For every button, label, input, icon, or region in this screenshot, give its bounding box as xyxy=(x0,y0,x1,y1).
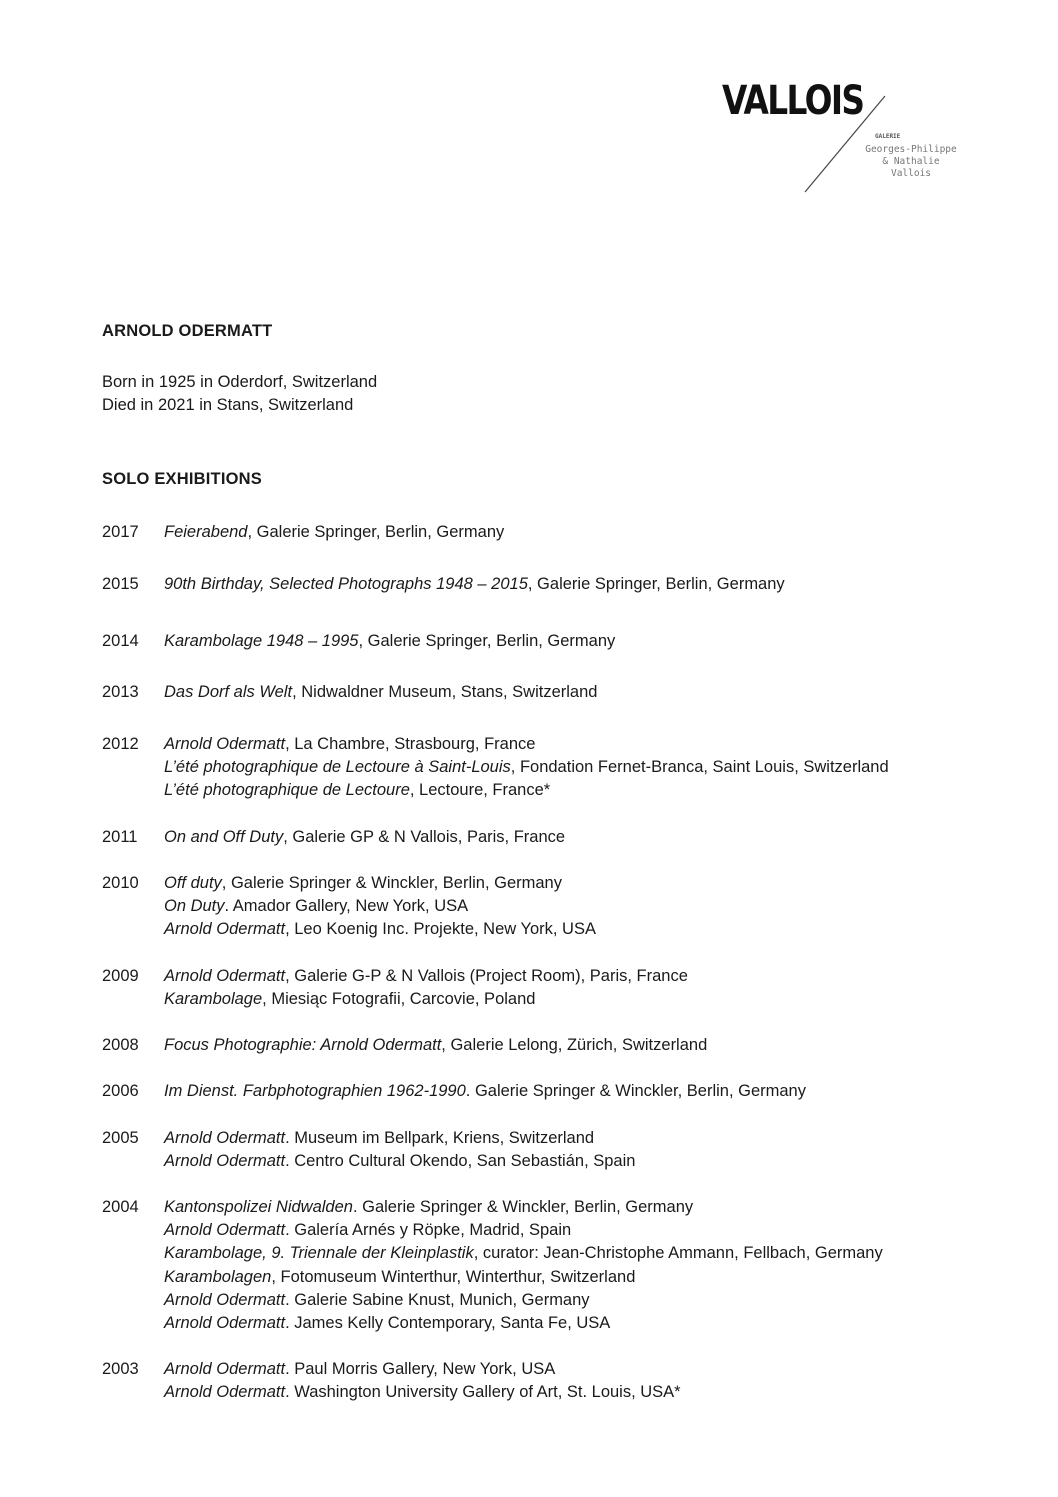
exhibition-title: Karambolagen xyxy=(164,1267,272,1286)
exhibition-venue: , Nidwaldner Museum, Stans, Switzerland xyxy=(292,683,598,701)
exhibition-title: Arnold Odermatt xyxy=(164,1314,286,1333)
exhibition-venue: , La Chambre, Strasbourg, France xyxy=(285,735,536,753)
artist-born: Born in 1925 in Oderdorf, Switzerland xyxy=(102,373,378,391)
exhibition-entry xyxy=(164,1196,883,1219)
exhibition-title: Arnold Odermatt xyxy=(164,1360,286,1378)
exhibition-venue: . Washington University Gallery of Art, St. Louis, USA* xyxy=(285,1383,681,1402)
exhibition-venue: , Lectoure, France* xyxy=(409,781,551,800)
exhibition-entries xyxy=(164,630,615,653)
exhibition-venue: . Galerie Springer & Winckler, Berlin, Germany xyxy=(465,1082,806,1100)
exhibition-title: On and Off Duty xyxy=(164,828,284,846)
logo-galerie-label: GALERIE xyxy=(875,133,901,140)
exhibition-title: Focus Photographie: Arnold Odermatt xyxy=(164,1036,442,1054)
exhibition-entries xyxy=(164,573,785,596)
exhibition-title: Arnold Odermatt xyxy=(164,967,286,985)
exhibition-year: 2003 xyxy=(102,1360,139,1378)
exhibition-entries xyxy=(164,733,889,803)
exhibition-entry xyxy=(164,681,597,704)
exhibition-year: 2011 xyxy=(102,828,138,846)
exhibition-entries xyxy=(164,1196,883,1335)
exhibition-venue: . Galería Arnés y Röpke, Madrid, Spain xyxy=(285,1221,572,1240)
exhibition-venue: , Galerie Springer, Berlin, Germany xyxy=(247,523,505,541)
exhibition-venue: . Amador Gallery, New York, USA xyxy=(224,897,469,916)
exhibition-venue: . Galerie Springer & Winckler, Berlin, Germany xyxy=(352,1198,694,1216)
exhibition-entry xyxy=(164,1127,635,1150)
exhibition-year: 2009 xyxy=(102,967,139,985)
exhibition-entry xyxy=(164,521,504,544)
exhibition-entry xyxy=(164,733,889,756)
exhibition-entries xyxy=(164,965,688,1011)
artist-name: ARNOLD ODERMATT xyxy=(102,322,273,340)
exhibition-title: On Duty xyxy=(164,897,225,916)
logo-wordmark: VALLOIS xyxy=(722,78,864,124)
exhibition-venue: . Museum im Bellpark, Kriens, Switzerland xyxy=(285,1129,595,1147)
exhibition-entries xyxy=(164,872,596,942)
exhibition-entry xyxy=(164,630,615,653)
logo-name-line: & Nathalie xyxy=(882,156,940,167)
exhibition-title: Kantonspolizei Nidwalden xyxy=(164,1198,353,1216)
exhibition-title: Off duty xyxy=(164,874,222,892)
exhibition-venue: , curator: Jean-Christophe Ammann, Fellbach, Germany xyxy=(473,1244,883,1263)
exhibition-entries xyxy=(164,826,565,849)
exhibition-year: 2012 xyxy=(102,735,139,753)
exhibition-year: 2013 xyxy=(102,683,139,701)
exhibition-title: L’été photographique de Lectoure à Saint-Louis xyxy=(164,758,511,777)
exhibition-venue: , Galerie GP & N Vallois, Paris, France xyxy=(283,828,566,846)
exhibition-venue: . Galerie Sabine Knust, Munich, Germany xyxy=(285,1290,590,1309)
exhibition-title: Arnold Odermatt xyxy=(164,1221,286,1240)
exhibition-entry xyxy=(164,1219,883,1242)
exhibition-year: 2017 xyxy=(102,523,139,541)
logo-names xyxy=(856,144,966,180)
exhibition-entry xyxy=(164,918,596,941)
exhibition-entries xyxy=(164,1358,681,1404)
exhibition-venue: , Galerie Springer & Winckler, Berlin, Germany xyxy=(221,874,562,892)
exhibition-venue: , Leo Koenig Inc. Projekte, New York, USA xyxy=(285,920,596,939)
exhibition-title: Karambolage xyxy=(164,990,263,1009)
exhibition-title: Arnold Odermatt xyxy=(164,735,286,753)
exhibition-title: Feierabend xyxy=(164,523,248,541)
exhibition-entry xyxy=(164,1289,883,1312)
exhibition-entry xyxy=(164,573,785,596)
exhibition-venue: , Galerie G-P & N Vallois (Project Room), Paris, France xyxy=(285,967,688,985)
exhibition-title: Arnold Odermatt xyxy=(164,1129,286,1147)
exhibition-entry xyxy=(164,872,596,895)
exhibition-entries xyxy=(164,1127,635,1173)
exhibition-entry xyxy=(164,1242,883,1265)
exhibition-venue: , Fondation Fernet-Branca, Saint Louis, Switzerland xyxy=(510,758,889,777)
exhibition-venue: . James Kelly Contemporary, Santa Fe, USA xyxy=(285,1314,611,1333)
exhibition-entries xyxy=(164,1080,806,1103)
exhibition-title: Im Dienst. Farbphotographien 1962-1990 xyxy=(164,1082,466,1100)
exhibition-year: 2015 xyxy=(102,575,139,593)
gallery-logo xyxy=(722,78,992,208)
solo-exhibitions-heading: SOLO EXHIBITIONS xyxy=(102,470,262,488)
exhibition-year: 2006 xyxy=(102,1082,139,1100)
exhibition-year: 2008 xyxy=(102,1036,139,1054)
exhibition-title: Karambolage 1948 – 1995 xyxy=(164,632,359,650)
exhibition-entry xyxy=(164,1266,883,1289)
exhibition-venue: , Galerie Springer, Berlin, Germany xyxy=(358,632,616,650)
exhibition-entries xyxy=(164,521,504,544)
artist-bio xyxy=(102,371,377,417)
exhibition-venue: , Galerie Springer, Berlin, Germany xyxy=(527,575,785,593)
exhibition-entry xyxy=(164,895,596,918)
exhibition-title: Arnold Odermatt xyxy=(164,1152,286,1171)
exhibition-year: 2005 xyxy=(102,1129,139,1147)
logo-name-line: Georges-Philippe xyxy=(865,144,957,155)
exhibition-entry xyxy=(164,1312,883,1335)
exhibition-entry xyxy=(164,1358,681,1381)
exhibition-title: Karambolage, 9. Triennale der Kleinplastik xyxy=(164,1244,474,1263)
exhibition-year: 2010 xyxy=(102,874,139,892)
exhibition-entries xyxy=(164,681,597,704)
artist-died: Died in 2021 in Stans, Switzerland xyxy=(102,396,354,414)
exhibition-year: 2004 xyxy=(102,1198,139,1216)
exhibition-entry xyxy=(164,988,688,1011)
exhibition-entry xyxy=(164,826,565,849)
exhibition-title: 90th Birthday, Selected Photographs 1948 – 2015 xyxy=(164,575,528,593)
exhibition-venue: . Paul Morris Gallery, New York, USA xyxy=(285,1360,556,1378)
exhibition-title: Arnold Odermatt xyxy=(164,1383,286,1402)
exhibition-title: L’été photographique de Lectoure xyxy=(164,781,410,800)
exhibition-venue: , Fotomuseum Winterthur, Winterthur, Switzerland xyxy=(271,1267,636,1286)
logo-name-line: Vallois xyxy=(890,168,932,179)
exhibition-year: 2014 xyxy=(102,632,139,650)
exhibition-venue: . Centro Cultural Okendo, San Sebastián, Spain xyxy=(285,1152,636,1171)
exhibition-entries xyxy=(164,1034,707,1057)
exhibition-entry xyxy=(164,1080,806,1103)
exhibition-entry xyxy=(164,965,688,988)
exhibition-title: Arnold Odermatt xyxy=(164,1290,286,1309)
exhibition-entry xyxy=(164,1034,707,1057)
exhibition-entry xyxy=(164,756,889,779)
exhibition-entry xyxy=(164,1381,681,1404)
exhibition-venue: , Miesiąc Fotografii, Carcovie, Poland xyxy=(262,990,536,1009)
exhibition-entry xyxy=(164,779,889,802)
exhibition-entry xyxy=(164,1150,635,1173)
exhibition-title: Das Dorf als Welt xyxy=(164,683,293,701)
exhibition-title: Arnold Odermatt xyxy=(164,920,286,939)
exhibition-venue: , Galerie Lelong, Zürich, Switzerland xyxy=(441,1036,708,1054)
